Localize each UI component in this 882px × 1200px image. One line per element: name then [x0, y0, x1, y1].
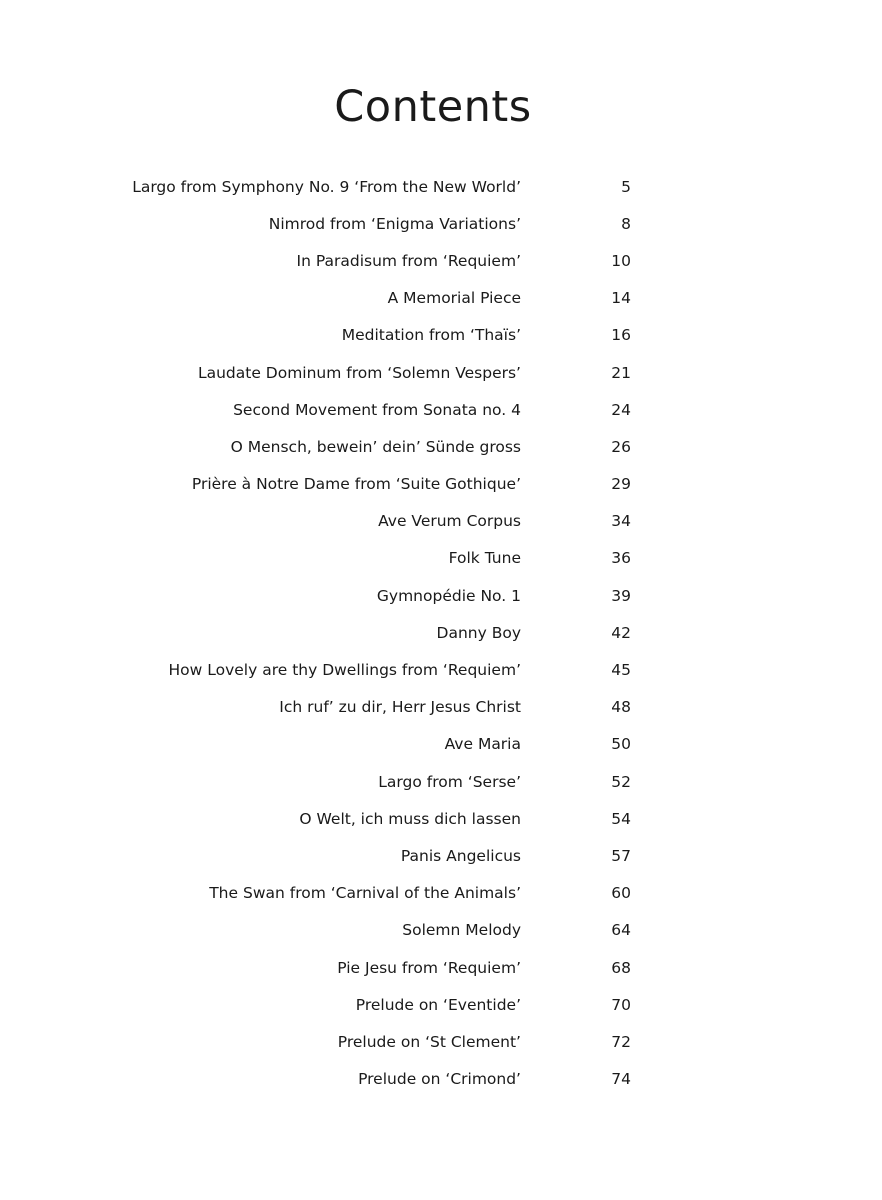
toc-entry-page: 57: [611, 846, 631, 865]
toc-entry: [0, 1061, 882, 1098]
toc-entry-title: Gymnopédie No. 1: [376, 586, 521, 605]
toc-entry-title: How Lovely are thy Dwellings from ‘Requiem’: [168, 661, 521, 680]
toc-entry-title: Largo from Symphony No. 9 ‘From the New World’: [132, 177, 521, 196]
toc-entry-page: 54: [611, 809, 631, 828]
toc-entry-page: 34: [611, 512, 631, 531]
toc-entry-page: 45: [611, 661, 631, 680]
toc-entry-page: 42: [611, 623, 631, 642]
toc-entry-page: 8: [621, 214, 631, 233]
toc-entry: [0, 763, 882, 800]
page-title: Contents: [334, 82, 532, 132]
toc-entry-title: O Mensch, bewein’ dein’ Sünde gross: [230, 437, 521, 456]
toc-entry-page: 48: [611, 698, 631, 717]
toc-entry: [0, 168, 882, 205]
toc-entry-page: 74: [611, 1070, 631, 1089]
toc-entry-title: Prelude on ‘Crimond’: [358, 1070, 521, 1089]
toc-entry: [0, 912, 882, 949]
toc-entry: [0, 1023, 882, 1060]
toc-entry-title: Nimrod from ‘Enigma Variations’: [268, 214, 521, 233]
toc-entry-page: 50: [611, 735, 631, 754]
toc-entry: [0, 280, 882, 317]
toc-entry-page: 21: [611, 363, 631, 382]
toc-entry: [0, 986, 882, 1023]
toc-entry: [0, 503, 882, 540]
toc-entry: [0, 689, 882, 726]
toc-entry: [0, 428, 882, 465]
toc-entry-title: Panis Angelicus: [400, 846, 521, 865]
toc-entry: [0, 726, 882, 763]
toc-entry-title: O Welt, ich muss dich lassen: [299, 809, 521, 828]
toc-entry: [0, 837, 882, 874]
toc-entry-page: 10: [611, 251, 631, 270]
toc-entry-title: Largo from ‘Serse’: [378, 772, 521, 791]
toc-entry-page: 60: [611, 884, 631, 903]
toc-entry: [0, 540, 882, 577]
toc-entry-title: The Swan from ‘Carnival of the Animals’: [209, 884, 521, 903]
toc-entry-page: 68: [611, 958, 631, 977]
toc-entry-title: Second Movement from Sonata no. 4: [233, 400, 521, 419]
toc-entry: [0, 317, 882, 354]
toc-entry: [0, 577, 882, 614]
toc-entry-page: 64: [611, 921, 631, 940]
toc-entry-page: 70: [611, 995, 631, 1014]
toc-entry: [0, 391, 882, 428]
contents-list: [0, 168, 882, 1098]
toc-entry-title: A Memorial Piece: [387, 289, 521, 308]
toc-entry-title: Solemn Melody: [402, 921, 521, 940]
toc-entry-page: 36: [611, 549, 631, 568]
toc-entry-title: Folk Tune: [448, 549, 521, 568]
toc-entry-title: Ich ruf’ zu dir, Herr Jesus Christ: [279, 698, 521, 717]
toc-entry: [0, 949, 882, 986]
toc-entry: [0, 466, 882, 503]
toc-entry-title: Laudate Dominum from ‘Solemn Vespers’: [197, 363, 521, 382]
toc-entry: [0, 242, 882, 279]
toc-entry-title: Ave Verum Corpus: [378, 512, 521, 531]
toc-entry-title: Meditation from ‘Thaïs’: [341, 326, 521, 345]
toc-entry: [0, 354, 882, 391]
toc-entry-title: Danny Boy: [436, 623, 521, 642]
toc-entry: [0, 205, 882, 242]
toc-entry-title: In Paradisum from ‘Requiem’: [296, 251, 521, 270]
toc-entry-page: 72: [611, 1032, 631, 1051]
toc-entry-title: Pie Jesu from ‘Requiem’: [337, 958, 521, 977]
toc-entry-page: 14: [611, 289, 631, 308]
toc-entry-page: 16: [611, 326, 631, 345]
toc-entry-page: 39: [611, 586, 631, 605]
toc-entry-title: Prelude on ‘Eventide’: [355, 995, 521, 1014]
toc-entry: [0, 875, 882, 912]
toc-entry-page: 26: [611, 437, 631, 456]
toc-entry: [0, 800, 882, 837]
toc-entry-page: 52: [611, 772, 631, 791]
toc-entry-page: 24: [611, 400, 631, 419]
toc-entry-title: Prelude on ‘St Clement’: [337, 1032, 521, 1051]
toc-entry-page: 5: [621, 177, 631, 196]
toc-entry: [0, 614, 882, 651]
toc-entry: [0, 651, 882, 688]
toc-entry-title: Prière à Notre Dame from ‘Suite Gothique’: [191, 475, 521, 494]
toc-entry-title: Ave Maria: [444, 735, 521, 754]
toc-entry-page: 29: [611, 475, 631, 494]
